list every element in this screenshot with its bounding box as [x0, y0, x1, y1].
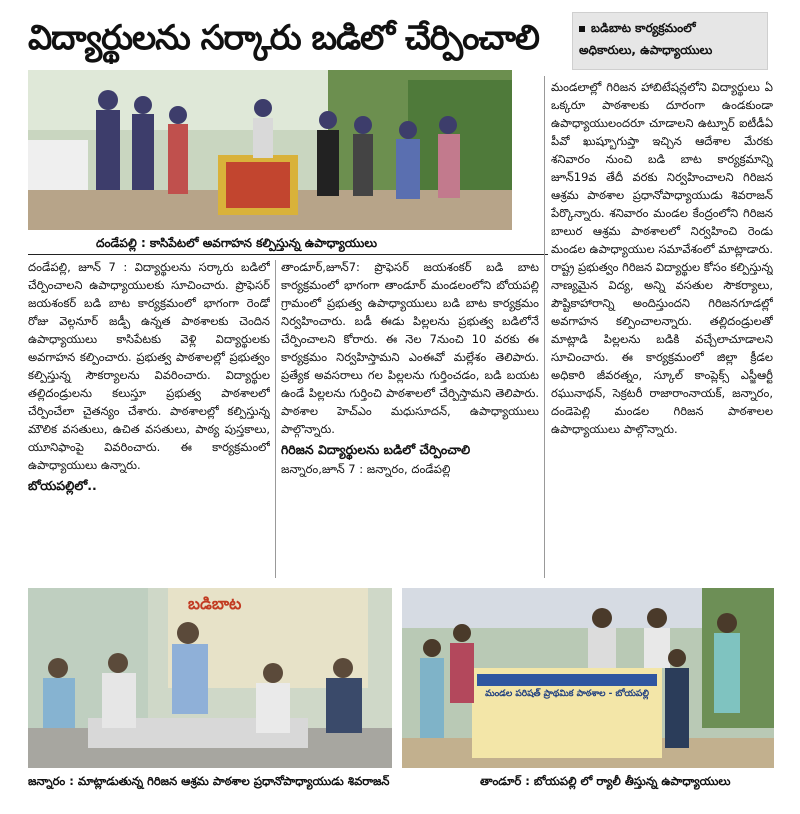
teaser-box	[572, 12, 768, 70]
top-photo-caption: దండేపల్లి : కాసిపేటలో అవగాహన కల్పిస్తున్న ఉపాధ్యాయులు	[96, 236, 377, 250]
bottom-right-photo	[402, 588, 774, 768]
column-divider	[275, 260, 276, 578]
column-3	[551, 78, 773, 580]
bottom-left-caption: జన్నారం : మాట్లాడుతున్న గిరిజన ఆశ్రమ పాఠశాల ప్రధానోపాధ్యాయుడు శివరాజన్	[28, 774, 390, 788]
column-3-text: మండలాల్లో గిరిజన హాబిటేషన్లలోని విద్యార్థులు ఏ ఒక్కరూ పాఠశాలకు దూరంగా ఉండకుండా ఉపాధ్యాయులందరూ చూడాలని ఉట్నూర్ ఐటీడీఏ పీవో ఖుష్బూగుప్తా ఇచ్చిన ఆదేశాల మేరకు శనివారం నుంచి బడి బాట కార్యక్రమాన్ని జూన్19వ తేదీ వరకు నిర్వహించాలని గిరిజన ఆశ్రమ పాఠశాల ప్రధానోపాధ్యాయుడు శివరాజన్ పేర్కొన్నారు. శనివారం మండల కేంద్రంలోని గిరిజన బాలుర ఆశ్రమ పాఠశాలలో నిర్వహించి రెండు మండల ఉపాధ్యాయుల సమావేశంలో మాట్లాడారు. రాష్ట్ర ప్రభుత్వం గిరిజన విద్యార్థుల కోసం కల్పిస్తున్న నాణ్యమైన విద్య, అన్ని వసతుల సౌకర్యాలు, పౌష్టికాహారాన్ని అందిస్తుందని గిరిజనగూడల్లో అవగాహన కల్పించాలన్నారు. తల్లిదండ్రులతో మాట్లాడి పిల్లలను బడికి వచ్చేలాచూడాలని సూచించారు. ఈ కార్యక్రమంలో జిల్లా క్రీడల అధికారి జీవరత్నం, స్కూల్ కాంప్లెక్స్ ఎస్జీఆర్టీ రఘునాథన్, సెక్రటరీ రాజారాంనాయక్, జన్నారం, దండెపెల్లి మండల గిరిజన పాఠశాలల ఉపాధ్యాయులు పాల్గొన్నారు.	[551, 80, 773, 436]
column-2-subhead: గిరిజన విద్యార్థులను బడిలో చేర్పించాలి	[281, 442, 471, 457]
teaser-line-2: అధికారులు, ఉపాధ్యాయులు	[579, 43, 713, 57]
top-photo	[28, 70, 512, 230]
bullet-icon	[579, 26, 585, 32]
banner-text: మండల పరిషత్ ప్రాథమిక పాఠశాల - బోయపల్లి	[485, 689, 649, 699]
column-divider	[544, 76, 545, 578]
column-2	[281, 258, 539, 580]
bottom-left-photo	[28, 588, 392, 768]
banner-text: బడిబాట	[188, 594, 242, 613]
bottom-right-caption: తాండూర్ : బోయపల్లి లో ర్యాలీ తీస్తున్న ఉపాధ్యాయులు	[480, 774, 731, 788]
divider	[28, 254, 548, 255]
column-2-text: తాండూర్,జూన్7: ప్రొఫెసర్ జయశంకర్ బడి బాట కార్యక్రమంలో భాగంగా తాండూర్ మండలంలోని బోయపల్లి గ్రామంలో ప్రభుత్వ ఉపాధ్యాయులు బడి బాట కార్యక్రమం నిర్వహించారు. బడీ ఈడు పిల్లలను ప్రభుత్వ బడిలోనే చేర్పించాలని కోరారు. ఈ నెల 7నుంచి 10 వరకు ఈ కార్యక్రమం నిర్వహిస్తామని ఎంఈవో మల్లేశం తెలిపారు. ప్రత్యేక అవసరాలు గల పిల్లలను గుర్తించడం, బడి బయట ఉండే పిల్లలను గుర్తించి పాఠశాలలో చేర్పిస్తామని తెలిపారు. పాఠశాల హెచ్ఎం మధుసూదన్, ఉపాధ్యాయులు పాల్గొన్నారు.	[281, 260, 539, 436]
headline: విద్యార్థులను సర్కారు బడిలో చేర్పించాలి	[28, 18, 539, 58]
column-1	[28, 258, 270, 580]
column-2-tail: జన్నారం,జూన్ 7 : జన్నారం, దండేపల్లి	[281, 462, 451, 476]
column-1-text: దండేపల్లి, జూన్ 7 : విద్యార్థులను సర్కారు బడిలో చేర్పించాలని ఉపాధ్యాయులకు సూచించారు. ప్రొఫెసర్ జయశంకర్ బడి బాట కార్యక్రమంలో భాగంగా రెండో రోజు వెల్గనూర్ జడ్పీ ఉన్నత పాఠశాలకు చెందిన ఉపాధ్యాయులు కాసిపేటకు వెళ్లి విద్యార్థులకు అవగాహన కల్పించారు. ప్రభుత్వ పాఠశాలల్లో ప్రభుత్వం కల్పిస్తున్న సౌకర్యాలను వివరించారు. విద్యార్థుల తల్లిదండ్రులను కలుస్తూ ప్రభుత్వ పాఠశాలలో చేర్పించేలా చైతన్యం చేశారు. పాఠశాలల్లో కల్పిస్తున్న మౌలిక వసతులు, ఉచిత వసతులు, పాఠ్య పుస్తకాలు, యూనిఫాంపై వివరించారు. ఈ కార్యక్రమంలో ఉపాధ్యాయులు ఉన్నారు.	[28, 260, 270, 472]
column-1-subhead: బోయపల్లిలో..	[28, 478, 97, 493]
teaser-line-1: బడిబాట కార్యక్రమంలో	[579, 17, 761, 39]
